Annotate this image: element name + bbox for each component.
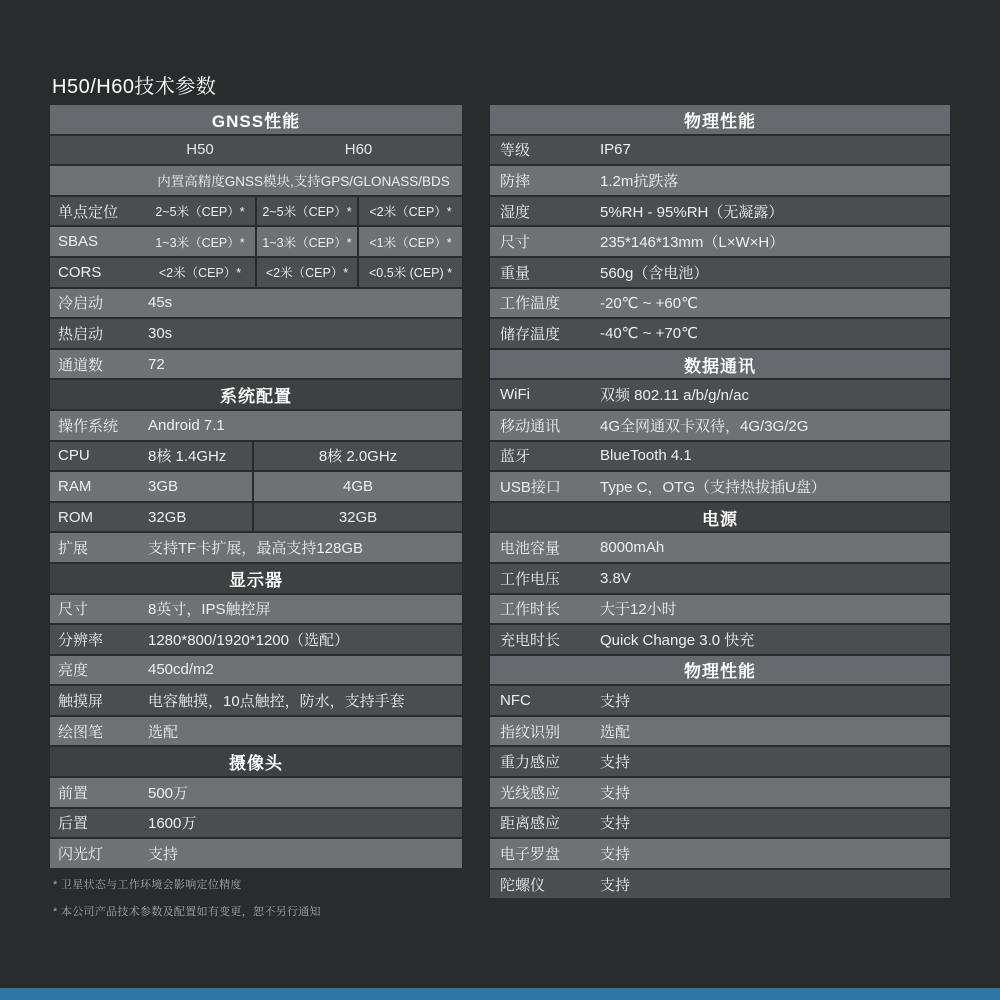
spec-value-h60: 32GB bbox=[338, 508, 378, 526]
footnote-disclaimer: * 本公司产品技术参数及配置如有变更，恕不另行通知 bbox=[53, 906, 321, 918]
spec-label: 防摔 bbox=[500, 172, 531, 190]
spec-value: 电容触摸，10点触控，防水，支持手套 bbox=[148, 693, 405, 711]
spec-value: Android 7.1 bbox=[148, 416, 225, 434]
spec-value: 1.2m抗跌落 bbox=[600, 172, 679, 190]
spec-value: 支持 bbox=[600, 754, 631, 772]
spec-row bbox=[50, 839, 462, 868]
spec-row bbox=[490, 136, 950, 165]
spec-label: 光线感应 bbox=[500, 784, 561, 802]
section-header-row bbox=[50, 747, 462, 776]
spec-row bbox=[490, 778, 950, 807]
spec-value-h60: 8核 2.0GHz bbox=[318, 448, 398, 466]
spec-value: 72 bbox=[148, 355, 165, 373]
spec-label: 热启动 bbox=[58, 325, 104, 343]
section-header-label: GNSS性能 bbox=[211, 111, 301, 131]
spec-value: -40℃ ~ +70℃ bbox=[600, 325, 698, 343]
spec-row bbox=[50, 533, 462, 562]
spec-value: 选配 bbox=[148, 723, 179, 741]
spec-cell: <2米（CEP）* bbox=[369, 205, 452, 220]
spec-label: 距离感应 bbox=[500, 815, 561, 833]
spec-label: SBAS bbox=[58, 233, 99, 251]
spec-label: 工作电压 bbox=[500, 570, 561, 588]
spec-value: 支持 bbox=[148, 846, 179, 864]
spec-value: 选配 bbox=[600, 723, 631, 741]
physical-comm-power-sensor-table bbox=[490, 105, 950, 900]
spec-row bbox=[490, 533, 950, 562]
spec-value: 支持TF卡扩展，最高支持128GB bbox=[148, 540, 364, 558]
section-header-label: 摄像头 bbox=[229, 754, 283, 774]
spec-label: 蓝牙 bbox=[500, 448, 531, 466]
spec-row bbox=[50, 411, 462, 440]
spec-label: 重力感应 bbox=[500, 754, 561, 772]
spec-cell: <0.5米 (CEP) * bbox=[368, 266, 452, 281]
spec-value-h50: 3GB bbox=[148, 477, 179, 495]
spec-row bbox=[490, 227, 950, 256]
spec-row bbox=[490, 747, 950, 776]
spec-cell: <2米（CEP）* bbox=[265, 266, 349, 281]
spec-value-h60: 4GB bbox=[342, 477, 373, 495]
spec-label: 单点定位 bbox=[58, 203, 119, 221]
spec-value: 支持 bbox=[600, 846, 631, 864]
spec-row bbox=[50, 319, 462, 348]
spec-label: 扩展 bbox=[58, 540, 89, 558]
spec-row bbox=[50, 595, 462, 624]
spec-cell: 2~5米（CEP）* bbox=[262, 205, 352, 220]
spec-label: 前置 bbox=[58, 784, 89, 802]
spec-label: 后置 bbox=[58, 815, 89, 833]
spec-label: 分辨率 bbox=[58, 631, 104, 649]
spec-value: 支持 bbox=[600, 693, 631, 711]
spec-label: 闪光灯 bbox=[58, 846, 104, 864]
spec-label: 触摸屏 bbox=[58, 693, 104, 711]
spec-value-h50: 8核 1.4GHz bbox=[148, 448, 227, 466]
spec-label: 工作温度 bbox=[500, 295, 561, 313]
spec-row-two-col bbox=[50, 503, 462, 532]
spec-value: 支持 bbox=[600, 784, 631, 802]
spec-row bbox=[50, 717, 462, 746]
spec-label: NFC bbox=[500, 692, 531, 710]
model-name-h60: H60 bbox=[344, 141, 373, 159]
spec-label: 通道数 bbox=[58, 356, 104, 374]
spec-label: ROM bbox=[58, 508, 93, 526]
spec-cell: <1米（CEP）* bbox=[369, 235, 452, 250]
spec-row bbox=[50, 656, 462, 685]
spec-row bbox=[490, 319, 950, 348]
spec-row bbox=[490, 686, 950, 715]
spec-value: 560g（含电池） bbox=[600, 264, 709, 282]
spec-label: 储存温度 bbox=[500, 325, 561, 343]
spec-value: 5%RH - 95%RH（无凝露） bbox=[600, 203, 784, 221]
spec-value: 双频 802.11 a/b/g/n/ac bbox=[600, 387, 749, 405]
spec-row bbox=[490, 197, 950, 226]
spec-value: 1280*800/1920*1200（选配） bbox=[148, 631, 349, 649]
spec-label: 尺寸 bbox=[500, 234, 531, 252]
spec-value: Quick Change 3.0 快充 bbox=[600, 631, 755, 649]
gnss-system-display-camera-table bbox=[50, 105, 462, 870]
spec-label: 冷启动 bbox=[58, 295, 104, 313]
spec-value: 1600万 bbox=[148, 815, 197, 833]
section-header-row bbox=[490, 105, 950, 134]
spec-label: USB接口 bbox=[500, 478, 561, 496]
model-header-row bbox=[50, 136, 462, 165]
spec-label: 移动通讯 bbox=[500, 417, 561, 435]
spec-label: 陀螺仪 bbox=[500, 876, 546, 894]
spec-label: 充电时长 bbox=[500, 631, 561, 649]
spec-label: 电子罗盘 bbox=[500, 846, 561, 864]
spec-row bbox=[490, 870, 950, 899]
spec-cell: 1~3米（CEP）* bbox=[262, 235, 352, 250]
spec-row bbox=[490, 380, 950, 409]
spec-row-three-col bbox=[50, 197, 462, 226]
section-header-row bbox=[50, 105, 462, 134]
spec-value: 大于12小时 bbox=[600, 601, 677, 619]
section-header-label: 数据通讯 bbox=[684, 356, 756, 376]
spec-value: 45s bbox=[148, 294, 173, 312]
spec-value: BlueTooth 4.1 bbox=[600, 447, 692, 465]
section-header-label: 显示器 bbox=[229, 570, 283, 590]
spec-label: RAM bbox=[58, 477, 92, 495]
spec-row bbox=[50, 625, 462, 654]
page-title: H50/H60技术参数 bbox=[52, 76, 217, 98]
spec-row bbox=[490, 258, 950, 287]
spec-label: 绘图笔 bbox=[58, 723, 104, 741]
spec-value: IP67 bbox=[600, 141, 631, 159]
spec-row bbox=[490, 411, 950, 440]
spec-label: 指纹识别 bbox=[500, 723, 561, 741]
spec-label: 重量 bbox=[500, 264, 531, 282]
section-header-row bbox=[50, 564, 462, 593]
footnotes bbox=[53, 876, 321, 930]
spec-value: 支持 bbox=[600, 876, 631, 894]
spec-value: -20℃ ~ +60℃ bbox=[600, 294, 698, 312]
spec-row bbox=[490, 595, 950, 624]
spec-row bbox=[490, 166, 950, 195]
spec-row bbox=[50, 350, 462, 379]
spec-row-three-col bbox=[50, 227, 462, 256]
spec-cell: 2~5米（CEP）* bbox=[155, 205, 245, 220]
spec-row bbox=[50, 686, 462, 715]
spec-value: 235*146*13mm（L×W×H） bbox=[600, 234, 785, 252]
spec-label: 湿度 bbox=[500, 203, 531, 221]
spec-row bbox=[490, 809, 950, 838]
bottom-accent-bar bbox=[0, 988, 1000, 1000]
spec-label: CPU bbox=[58, 447, 90, 465]
spec-label: 尺寸 bbox=[58, 601, 89, 619]
spec-row bbox=[50, 778, 462, 807]
spec-row bbox=[50, 809, 462, 838]
spec-label: 等级 bbox=[500, 142, 531, 160]
section-header-label: 电源 bbox=[702, 509, 738, 529]
spec-value: 30s bbox=[148, 324, 173, 342]
section-header-label: 物理性能 bbox=[684, 662, 756, 682]
section-header-row bbox=[490, 503, 950, 532]
spec-row bbox=[490, 472, 950, 501]
spec-row bbox=[50, 289, 462, 318]
section-header-row bbox=[50, 380, 462, 409]
spec-row-two-col bbox=[50, 472, 462, 501]
spec-row bbox=[490, 625, 950, 654]
spec-row bbox=[490, 289, 950, 318]
spec-label: 亮度 bbox=[58, 662, 89, 680]
spec-value: 8000mAh bbox=[600, 539, 665, 557]
section-header-label: 物理性能 bbox=[684, 111, 756, 131]
spec-value: 500万 bbox=[148, 784, 189, 802]
spec-cell: 1~3米（CEP）* bbox=[155, 235, 245, 250]
spec-value: 4G全网通双卡双待，4G/3G/2G bbox=[600, 417, 809, 435]
spec-label: 操作系统 bbox=[58, 417, 119, 435]
spec-value: Type C，OTG（支持热拔插U盘） bbox=[600, 478, 826, 496]
spec-label: WiFi bbox=[500, 386, 530, 404]
spec-span-text: 内置高精度GNSS模块,支持GPS/GLONASS/BDS bbox=[157, 174, 450, 190]
section-header-row bbox=[490, 656, 950, 685]
spec-value: 8英寸，IPS触控屏 bbox=[148, 601, 271, 619]
spec-row bbox=[490, 564, 950, 593]
spec-row bbox=[490, 717, 950, 746]
spec-value: 3.8V bbox=[600, 569, 631, 587]
spec-value-h50: 32GB bbox=[148, 508, 187, 526]
footnote-accuracy: * 卫星状态与工作环境会影响定位精度 bbox=[53, 879, 242, 891]
spec-label: 工作时长 bbox=[500, 601, 561, 619]
model-name-h50: H50 bbox=[186, 141, 214, 159]
spec-value: 支持 bbox=[600, 815, 631, 833]
spec-cell: <2米（CEP）* bbox=[158, 266, 242, 281]
spec-span-row bbox=[50, 166, 462, 195]
spec-row bbox=[490, 442, 950, 471]
spec-row-two-col bbox=[50, 442, 462, 471]
section-header-row bbox=[490, 350, 950, 379]
spec-value: 450cd/m2 bbox=[148, 661, 214, 679]
spec-row-three-col bbox=[50, 258, 462, 287]
section-header-label: 系统配置 bbox=[220, 387, 292, 407]
spec-label: 电池容量 bbox=[500, 540, 561, 558]
spec-row bbox=[490, 839, 950, 868]
spec-label: CORS bbox=[58, 263, 102, 281]
